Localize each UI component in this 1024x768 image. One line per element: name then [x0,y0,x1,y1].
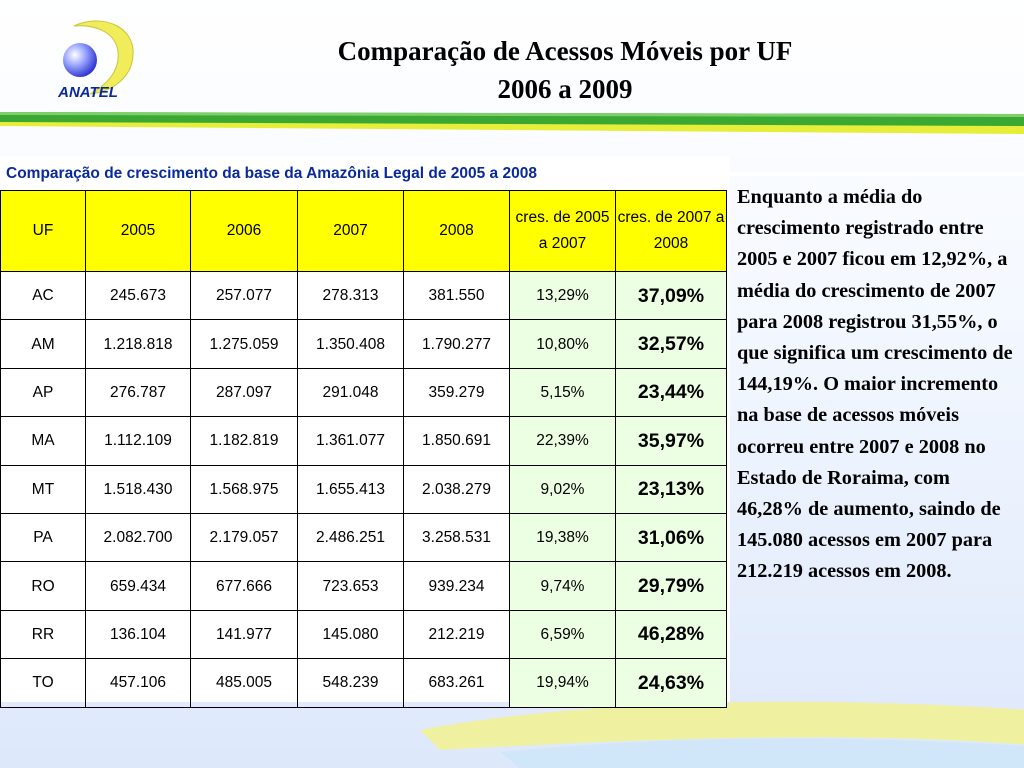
table-cell: AP [1,368,86,416]
table-cell: RO [1,562,86,610]
table-cell: PA [1,513,86,561]
table-cell: 1.361.077 [298,417,404,465]
table-row [1,417,727,465]
header-stripe [0,112,1024,134]
table-cell: 548.239 [298,659,404,707]
title-line-1: Comparação de Acessos Móveis por UF [337,36,793,66]
table-cell: 3.258.531 [404,513,510,561]
table-row [1,368,727,416]
column-header: cres. de 2005 a 2007 [510,191,616,272]
table-cell: 1.350.408 [298,320,404,368]
table-cell: 485.005 [191,659,298,707]
column-header: 2008 [404,191,510,272]
table-cell: 2.082.700 [86,513,191,561]
table-cell: 35,97% [616,417,727,465]
table-cell: 291.048 [298,368,404,416]
table-row [1,513,727,561]
table-cell: 10,80% [510,320,616,368]
table-row [1,272,727,320]
table-cell: 1.112.109 [86,417,191,465]
table-cell: 278.313 [298,272,404,320]
table-cell: 32,57% [616,320,727,368]
growth-table [0,190,727,708]
table-cell: 19,38% [510,513,616,561]
table-cell: 1.790.277 [404,320,510,368]
table-cell: 19,94% [510,659,616,707]
table-header-row [1,191,727,272]
column-header: cres. de 2007 a 2008 [616,191,727,272]
table-cell: 23,44% [616,368,727,416]
logo-text: ANATEL [58,84,118,101]
table-cell: 381.550 [404,272,510,320]
table-cell: 136.104 [86,610,191,658]
table-cell: 1.655.413 [298,465,404,513]
table-row [1,562,727,610]
table-cell: 1.850.691 [404,417,510,465]
table-cell: 359.279 [404,368,510,416]
table-cell: 29,79% [616,562,727,610]
table-cell: 1.218.818 [86,320,191,368]
table-cell: 13,29% [510,272,616,320]
table-cell: RR [1,610,86,658]
table-cell: MT [1,465,86,513]
table-cell: 212.219 [404,610,510,658]
table-cell: 276.787 [86,368,191,416]
page-title [200,32,930,108]
table-row [1,610,727,658]
table-cell: 37,09% [616,272,727,320]
column-header: 2005 [86,191,191,272]
table-row [1,320,727,368]
table-cell: 1.182.819 [191,417,298,465]
table-cell: 1.568.975 [191,465,298,513]
table-cell: 5,15% [510,368,616,416]
table-cell: 9,74% [510,562,616,610]
table-cell: 683.261 [404,659,510,707]
table-cell: 46,28% [616,610,727,658]
table-cell: 141.977 [191,610,298,658]
table-cell: 723.653 [298,562,404,610]
table-cell: 23,13% [616,465,727,513]
table-cell: 24,63% [616,659,727,707]
table-cell: 659.434 [86,562,191,610]
table-cell: 145.080 [298,610,404,658]
column-header: UF [1,191,86,272]
table-cell: 245.673 [86,272,191,320]
column-header: 2007 [298,191,404,272]
table-cell: MA [1,417,86,465]
table-cell: AC [1,272,86,320]
table-cell: 677.666 [191,562,298,610]
table-cell: 257.077 [191,272,298,320]
table-cell: 939.234 [404,562,510,610]
side-commentary: Enquanto a média do crescimento registrado entre 2005 e 2007 ficou em 12,92%, a média do crescimento de 2007 para 2008 registrou 31,55%, o que significa um crescimento de 144,19%. O maior incremento na base de acessos móveis ocorreu entre 2007 e 2008 no Estado de Roraima, com 46,28% de aumento, saindo de 145.080 acessos em 2007 para 212.219 acessos em 2008. [737,186,1013,583]
table-cell: 6,59% [510,610,616,658]
table-cell: 1.275.059 [191,320,298,368]
table-cell: TO [1,659,86,707]
table-cell: 2.179.057 [191,513,298,561]
table-cell: 457.106 [86,659,191,707]
column-header: 2006 [191,191,298,272]
table-cell: 9,02% [510,465,616,513]
table-cell: 1.518.430 [86,465,191,513]
table-caption: Comparação de crescimento da base da Amazônia Legal de 2005 a 2008 [6,165,537,182]
table-cell: 22,39% [510,417,616,465]
table-cell: 287.097 [191,368,298,416]
anatel-logo [44,14,144,106]
table-cell: AM [1,320,86,368]
caption-band [730,172,1024,176]
table-cell: 2.038.279 [404,465,510,513]
table-row [1,465,727,513]
table-row [1,659,727,707]
table-cell: 31,06% [616,513,727,561]
table-cell: 2.486.251 [298,513,404,561]
title-line-2: 2006 a 2009 [497,74,633,104]
